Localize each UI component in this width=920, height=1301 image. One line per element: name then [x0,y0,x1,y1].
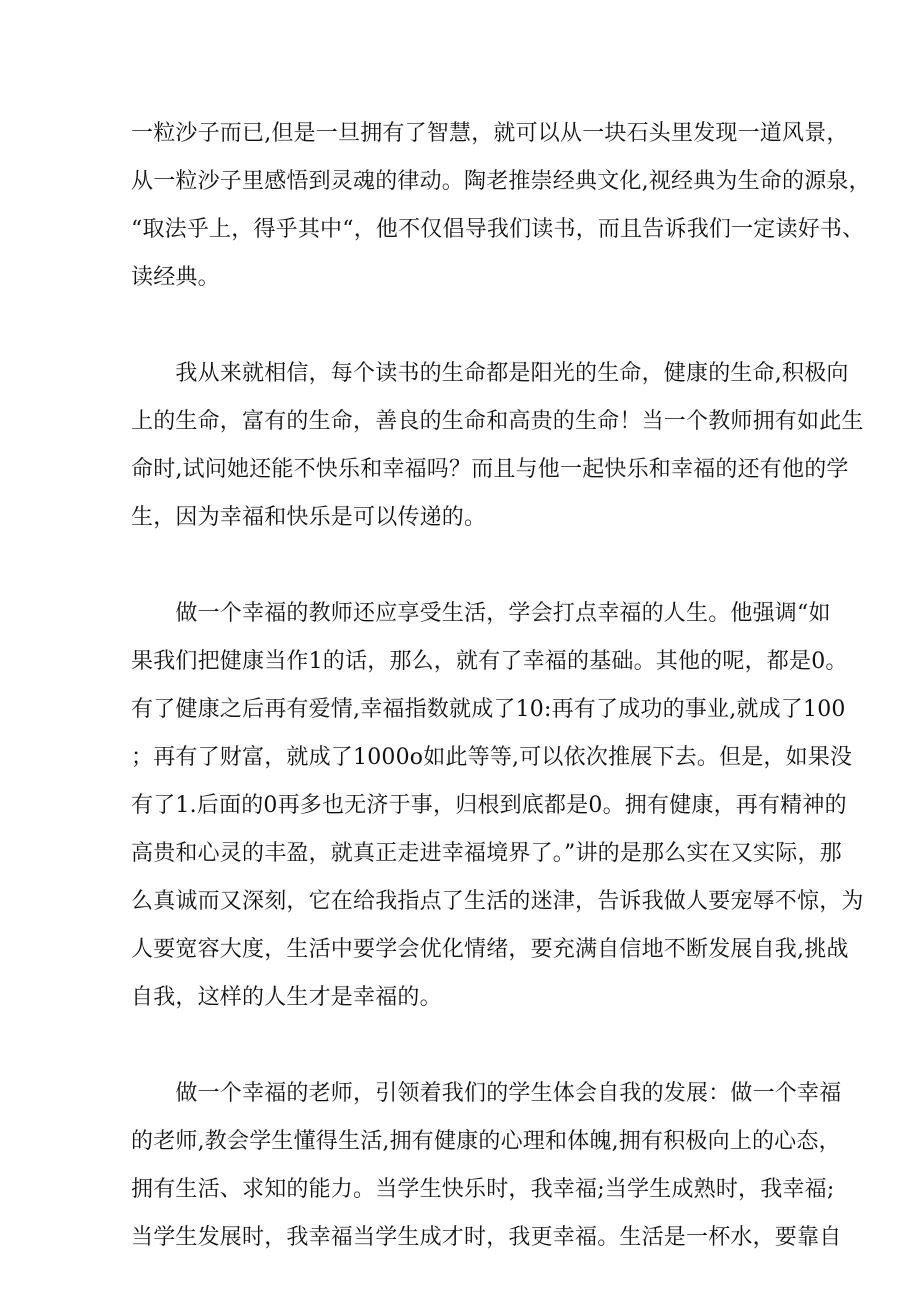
paragraph-spacer [131,554,791,602]
text-line: 有了1.后面的0再多也无济于事，归根到底都是0。拥有健康，再有精神的 [131,793,847,818]
paragraph-3 [131,601,864,1034]
text-line: 的老师,教会学生懂得生活,拥有健康的心理和体魄,拥有积极向上的心态， [131,1129,841,1154]
text-line: 命时,试问她还能不快乐和幸福吗？而且与他一起快乐和幸福的还有他的学 [131,457,849,482]
text-line: 从一粒沙子里感悟到灵魂的律动。陶老推崇经典文化,视经典为生命的源泉， [131,169,871,194]
text-line: 人要宽容大度，生活中要学会优化情绪，要充满自信地不断发展自我,挑战 [131,937,849,962]
text-line: 做一个幸福的老师，引领着我们的学生体会自我的发展：做一个幸福 [131,1081,842,1106]
text-line: 一粒沙子而已,但是一旦拥有了智慧，就可以从一块石头里发现一道风景， [131,121,849,146]
text-line: 做一个幸福的教师还应享受生活，学会打点幸福的人生。他强调“如 [131,601,831,626]
text-line: 果我们把健康当作1的话，那么，就有了幸福的基础。其他的呢，都是0。 [131,649,848,674]
text-line: 自我，这样的人生才是幸福的。 [131,985,442,1010]
text-line: 么真诚而又深刻，它在给我指点了生活的迷津，告诉我做人要宠辱不惊，为 [131,889,864,914]
text-line: 生，因为幸福和快乐是可以传递的。 [131,505,487,530]
document-body [131,121,871,1274]
paragraph-2 [131,361,864,554]
paragraph-4 [131,1081,842,1274]
text-line: 上的生命，富有的生命，善良的生命和高贵的生命！当一个教师拥有如此生 [131,409,864,434]
text-line: 读经典。 [131,265,220,290]
text-line: “取法乎上，得乎其中“，他不仅倡导我们读书，而且告诉我们一定读好书、 [131,217,865,242]
paragraph-1 [131,121,871,314]
text-line: 当学生发展时，我幸福当学生成才时，我更幸福。生活是一杯水，要靠自 [131,1225,842,1250]
text-line: 有了健康之后再有爱情,幸福指数就成了10:再有了成功的事业,就成了100 [131,697,846,722]
paragraph-spacer [131,314,791,362]
paragraph-spacer [131,1034,791,1082]
text-line: 高贵和心灵的丰盈，就真正走进幸福境界了。”讲的是那么实在又实际，那 [131,841,842,866]
text-line: ；再有了财富，就成了1000o如此等等,可以依次推展下去。但是，如果没 [131,745,853,770]
text-line: 我从来就相信，每个读书的生命都是阳光的生命，健康的生命,积极向 [131,361,849,386]
text-line: 拥有生活、求知的能力。当学生快乐时，我幸福;当学生成熟时，我幸福; [131,1177,835,1202]
